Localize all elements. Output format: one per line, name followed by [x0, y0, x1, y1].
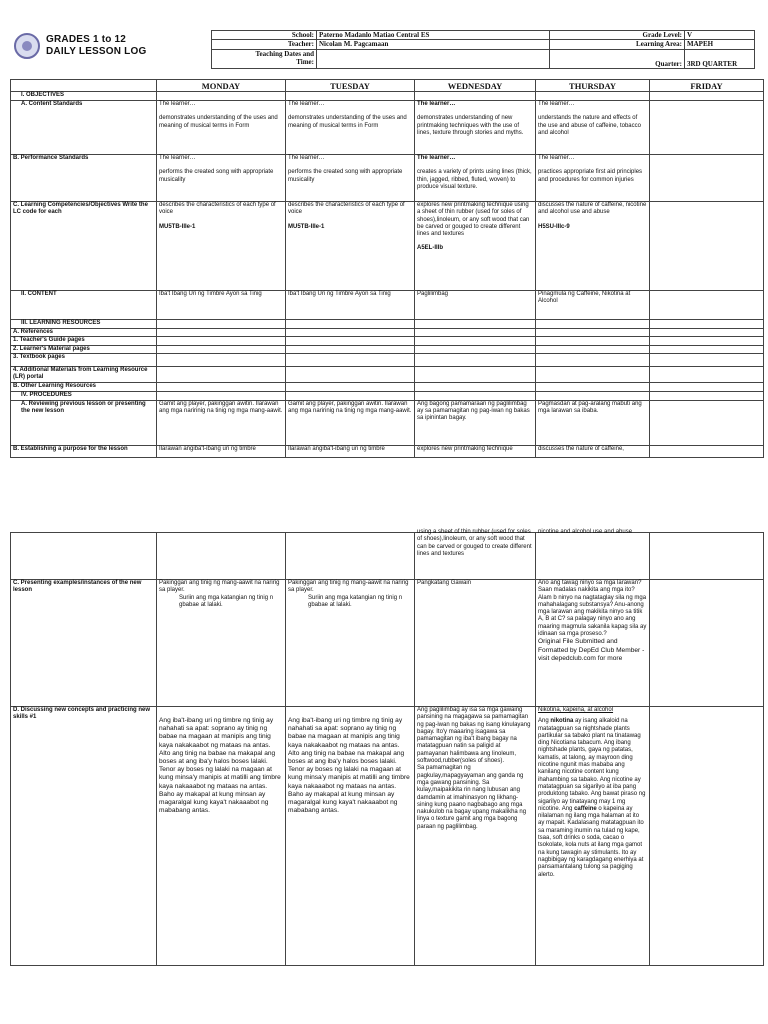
- present-tuesday-line1: Pakinggan ang tinig ng mang-aawit na naririg sa player.: [288, 580, 409, 594]
- label-references: A. References: [11, 329, 157, 337]
- header-info-table: [211, 30, 755, 69]
- purpose-thursday: discusses the nature of caffeine,: [536, 445, 650, 457]
- review-friday: [650, 400, 764, 445]
- discuss-thursday-d: Ang: [561, 805, 573, 812]
- cell: [157, 329, 286, 337]
- cs-learner: The learner…: [538, 101, 575, 107]
- label-presenting-examples: C. Presenting examples/instances of the new lesson: [11, 580, 157, 707]
- cell: [650, 533, 764, 580]
- cs-wednesday: [415, 101, 536, 155]
- section-learning-resources: III. LEARNING RESOURCES: [11, 320, 157, 329]
- discuss-thursday-caffeine: caffeine: [574, 805, 597, 812]
- ps-thursday: [536, 155, 650, 202]
- cell: [286, 320, 415, 329]
- cs-tuesday: [286, 101, 415, 155]
- ps-thursday-text: practices appropriate first aid principles and procedures for common injuries: [538, 169, 643, 183]
- cell: [286, 329, 415, 337]
- cell: [415, 329, 536, 337]
- cell: [536, 92, 650, 101]
- learning-area-value: MAPEH: [685, 40, 755, 50]
- cell: [415, 337, 536, 345]
- lc-monday: [157, 202, 286, 291]
- cell: [286, 533, 415, 580]
- discuss-wednesday-text-1: Ang paglilimbag ay isa sa mga gawaing pansining na magagawa sa pamamagitan ng pag-iwan ng bakas ng isang kinulayang bagay. Ito'y maaaring isagawa sa pamamagitan ng iba't ibang bagay na matatagpuan natin sa paligid at pamayanan halimbawa ang linoleum, softwood,rubber(soles of shoes).: [417, 707, 531, 765]
- lc-thursday-text: discusses the nature of caffeine, nicotine and alcohol use and abuse: [538, 202, 647, 216]
- lesson-log-table-page2: [10, 529, 764, 966]
- cell: [157, 353, 286, 366]
- corner-cell: [11, 80, 157, 92]
- discuss-friday: [650, 707, 764, 966]
- discuss-thursday-a: Ang: [538, 718, 549, 725]
- deped-seal-logo: [14, 33, 40, 59]
- label-reviewing-lesson: A. Reviewing previous lesson or presenting the new lesson: [11, 400, 157, 445]
- lc-thursday: [536, 202, 650, 291]
- ps-friday: [650, 155, 764, 202]
- cell: [11, 533, 157, 580]
- form-title-dll: DAILY LESSON LOG: [46, 46, 147, 57]
- cell: [415, 345, 536, 353]
- section-procedures: IV. PROCEDURES: [11, 391, 157, 400]
- lc-wednesday-text: explores new printmaking technique using a sheet of thin rubber (used for soles of shoes),linoleum, or any soft wood that can be carved or gouged to create different lines and textures: [417, 202, 530, 238]
- purpose-tuesday: Ilarawan angiba't-ibang uri ng timbre: [286, 445, 415, 457]
- cell: [286, 92, 415, 101]
- discuss-monday: [157, 707, 286, 966]
- cell: [650, 337, 764, 345]
- cell: [650, 382, 764, 391]
- ps-wednesday: [415, 155, 536, 202]
- content-thursday: Pinagmula ng Caffeine, Nikotina at Alcohol: [536, 291, 650, 320]
- cell: [157, 533, 286, 580]
- cell: [536, 382, 650, 391]
- present-monday-line2: Suriin ang mga katangian ng tinig n gbabae at lalaki.: [179, 594, 274, 608]
- teaching-dates-label-line2: Time:: [296, 58, 314, 66]
- lc-monday-code: MU5TB-IIIe-1: [159, 223, 196, 230]
- label-lr-portal: 4. Additional Materials from Learning Resource (LR) portal: [11, 366, 157, 382]
- review-tuesday: Gamit ang player, pakinggan awitin. Ilarawan ang mga naririnig na tinig ng mga mang-aawit.: [286, 400, 415, 445]
- cs-friday: [650, 101, 764, 155]
- purpose-thursday-continued-text: nicotine and alcohol use and abuse: [538, 529, 633, 535]
- discuss-monday-text: Ang iba't-ibang uri ng timbre ng tinig ay nahahati sa apat: soprano ay tinig ng babae na magaan at manipis ang tinig kaya nakakaabot ng mataas na antas. Alto ang tinig na babae na makapal ang boses at ang iba'y halos boses lalaki. Tenor ay boses ng lalaki na magaan at kung minsa'y manipis at matilli ang timbre kaya nakaaabot ng mataas na antas. Baho ay makapal at kung minsan ay magaralgal kung kaya't nakaaabot ng mababang antas.: [159, 717, 281, 815]
- label-other-resources: B. Other Learning Resources: [11, 382, 157, 391]
- cs-learner: The learner…: [288, 101, 325, 107]
- ps-monday: [157, 155, 286, 202]
- lc-wednesday: [415, 202, 536, 291]
- discuss-thursday: [536, 707, 650, 966]
- lesson-log-table-page1: [10, 79, 764, 458]
- present-monday: [157, 580, 286, 707]
- teaching-dates-label: [212, 50, 317, 69]
- teacher-value: Nicolan M. Pagcamaan: [317, 40, 550, 50]
- discuss-wednesday: [415, 707, 536, 966]
- ps-tuesday-text: performs the created song with appropriate musicality: [288, 169, 403, 183]
- cell: [415, 366, 536, 382]
- cs-tuesday-text: demonstrates understanding of the uses and meaning of musical terms in Form: [288, 115, 407, 129]
- day-header-friday: FRIDAY: [650, 80, 764, 92]
- present-thursday-note: Original File Submitted and Formatted by DepEd Club Member - visit depedclub.com for more: [538, 638, 645, 662]
- day-header-thursday: THURSDAY: [536, 80, 650, 92]
- cell: [650, 345, 764, 353]
- present-thursday-text: Ano ang tawag ninyo sa mga larawan? Saan madalas nakikita ang mga ito? Alam b ninyo na nagtataglay sila ng mga mahahalagang substansya? Anu-anong mga larawan ang makikita ninyo sa titik A, B at C? sa palagay ninyo ano ang maaring magmula sakanila kapag sila ay idinaan sa mga proseso.?: [538, 580, 647, 638]
- grade-level-label: Grade Level:: [550, 31, 685, 40]
- cell: [286, 382, 415, 391]
- lc-tuesday: [286, 202, 415, 291]
- cell: [157, 345, 286, 353]
- grade-level-value: V: [685, 31, 755, 40]
- cell: [536, 366, 650, 382]
- content-wednesday: Paglilimbag: [415, 291, 536, 320]
- purpose-wednesday: explores new printmaking technique: [415, 445, 536, 457]
- label-performance-standards: B. Performance Standards: [11, 155, 157, 202]
- label-establishing-purpose: B. Establishing a purpose for the lesson: [11, 445, 157, 457]
- purpose-wednesday-continued: [415, 529, 536, 580]
- cell: [650, 320, 764, 329]
- label-learners-material: 2. Learner's Material pages: [11, 345, 157, 353]
- label-content: II. CONTENT: [11, 291, 157, 320]
- label-teachers-guide: 1. Teacher's Guide pages: [11, 337, 157, 345]
- present-tuesday: [286, 580, 415, 707]
- discuss-thursday-caffeine-text: o kapeina ay nilalaman ng ilang mga halaman at ito ay mapait. Kadalasang matatagpuan ito sa maraming inumin na tulad ng kape, tsaa, soft drinks o soda, cacao o tsokolate, kola nuts at ilang mga gamot na kung tawagin ay stimulants. Ito ay nagbibigay ng karagdagang enerhiya at pansamantalang tulong sa pagiging alerto.: [538, 805, 644, 878]
- section-objectives: I. OBJECTIVES: [11, 92, 157, 101]
- cell: [650, 353, 764, 366]
- cell: [536, 391, 650, 400]
- lc-monday-text: describes the characteristics of each type of voice: [159, 202, 276, 216]
- day-header-monday: MONDAY: [157, 80, 286, 92]
- form-title: [46, 34, 146, 58]
- lc-thursday-code: H5SU-IIIc-9: [538, 223, 570, 230]
- cs-monday: [157, 101, 286, 155]
- cell: [536, 345, 650, 353]
- discuss-wednesday-text-2: Sa pamamagitan ng pagkulay,mapagyayaman ang ganda ng mga gawang pansining. Sa kulay,maipakikita rin nang lubusan ang damdamin at imahinasyon ng likhang-sining kung paano nagbabago ang mga nakukulob na bagay upang makalikha ng linya o texture gamit ang mga bagong paraan ng paglilimbag.: [417, 765, 527, 830]
- teaching-dates-label-line1: Teaching Dates and: [255, 50, 314, 58]
- present-tuesday-line2: Suriin ang mga katangian ng tinig n gbabae at lalaki.: [308, 594, 403, 608]
- cell: [415, 353, 536, 366]
- purpose-thursday-continued: [536, 529, 650, 580]
- review-wednesday: Ang bagong pamamaraan ng paglilimbag ay sa pamamagitan ng pag-iwan ng bakas sa ipinintan bagay.: [415, 400, 536, 445]
- ps-tuesday: [286, 155, 415, 202]
- cell: [286, 366, 415, 382]
- school-value: Paterno Madanlo Matiao Central ES: [317, 31, 550, 40]
- cell: [650, 366, 764, 382]
- discuss-tuesday-text: Ang iba't-ibang uri ng timbre ng tinig ay nahahati sa apat: soprano ay tinig ng babae na magaan at manipis ang tinig kaya nakakaabot ng mataas na antas. Alto ang tinig na babae na makapal ang boses at ang iba'y halos boses lalaki. Tenor ay boses ng lalaki na magaan at kung minsa'y manipis at matilli ang timbre kaya nakaaabot ng mataas na antas. Baho ay makapal at kung minsan ay magaralgal kung kaya't nakaaabot ng mababang antas.: [288, 717, 410, 815]
- lc-wednesday-code: A5EL-IIIb: [417, 245, 444, 252]
- lc-friday: [650, 202, 764, 291]
- lc-tuesday-text: describes the characteristics of each type of voice: [288, 202, 405, 216]
- learning-area-label: Learning Area:: [550, 40, 685, 50]
- cell: [536, 353, 650, 366]
- quarter-label: Quarter:: [550, 50, 685, 69]
- cell: [286, 345, 415, 353]
- review-thursday: Pagmasdan at pag-aralang mabuti ang mga larawan sa ibaba.: [536, 400, 650, 445]
- cell: [157, 366, 286, 382]
- cs-learner: The learner…: [417, 101, 456, 107]
- day-header-wednesday: WEDNESDAY: [415, 80, 536, 92]
- label-learning-competencies: C. Learning Competencies/Objectives Write the LC code for each: [11, 202, 157, 291]
- ps-learner: The learner…: [417, 155, 456, 161]
- lc-tuesday-code: MU5TB-IIIe-1: [288, 223, 325, 230]
- purpose-wednesday-continued-text: using a sheet of thin rubber (used for soles of shoes),linoleum, or any soft wood that can be carved or gouged to create different lines and textures: [417, 529, 532, 557]
- cell: [286, 353, 415, 366]
- cell: [536, 320, 650, 329]
- cell: [536, 337, 650, 345]
- cell: [157, 320, 286, 329]
- label-textbook-pages: 3. Textbook pages: [11, 353, 157, 366]
- cell: [157, 337, 286, 345]
- ps-learner: The learner…: [159, 155, 196, 161]
- cell: [157, 382, 286, 391]
- cell: [415, 391, 536, 400]
- discuss-thursday-nikotina-text: ay isang alkaloid na matatagpuan sa nightshade plants partikular sa tabako plant na tinatawag ding Nicotiana tabacum. Ang ibang nightshade plants, gaya ng patatas, kamatis, at talong, ay mayroon ding nicotine ngunit mas mababa ang kanilang nicotine content kung ihahambing sa tabako. Ang nicotine ay matatagpuan sa sigarilyo at iba pang produktong tabako. Ang bawat piraso ng sigarilyo ay tinatayang may 1 mg nicotine.: [538, 718, 646, 812]
- teacher-label: Teacher:: [212, 40, 317, 50]
- cell: [286, 337, 415, 345]
- discuss-thursday-heading: Nikotina, kapeina, at alcohol: [538, 707, 614, 713]
- present-monday-line1: Pakinggan ang tinig ng mang-aawit na naririg sa player.: [159, 580, 280, 594]
- cs-wednesday-text: demonstrates understanding of new printmaking techniques with the use of lines, texture through stories and myths.: [417, 115, 524, 136]
- cs-learner: The learner…: [159, 101, 196, 107]
- quarter-value: 3RD QUARTER: [685, 50, 755, 69]
- present-friday: [650, 580, 764, 707]
- day-header-tuesday: TUESDAY: [286, 80, 415, 92]
- ps-learner: The learner…: [288, 155, 325, 161]
- cell: [536, 329, 650, 337]
- discuss-tuesday: [286, 707, 415, 966]
- label-discussing-concepts: D. Discussing new concepts and practicing new skills #1: [11, 707, 157, 966]
- cell: [286, 391, 415, 400]
- purpose-monday: Ilarawan angiba't-ibang uri ng timbre: [157, 445, 286, 457]
- cs-thursday: [536, 101, 650, 155]
- ps-monday-text: performs the created song with appropriate musicality: [159, 169, 274, 183]
- label-content-standards: A. Content Standards: [11, 101, 157, 155]
- teaching-dates-value: [317, 50, 550, 69]
- cell: [650, 92, 764, 101]
- discuss-thursday-nikotina: nikotina: [550, 718, 574, 725]
- cell: [415, 92, 536, 101]
- cell: [157, 92, 286, 101]
- present-wednesday: Pangkatang Gawain: [415, 580, 536, 707]
- school-label: School:: [212, 31, 317, 40]
- form-title-grades: GRADES 1 to 12: [46, 34, 127, 45]
- ps-learner: The learner…: [538, 155, 575, 161]
- content-monday: Iba't Ibang Uri ng Timbre Ayon sa Tinig: [157, 291, 286, 320]
- content-tuesday: Iba't Ibang Uri ng Timbre Ayon sa Tinig: [286, 291, 415, 320]
- content-friday: [650, 291, 764, 320]
- review-monday: Gamit ang player, pakinggan awitin. Ilarawan ang mga naririnig na tinig ng mga mang-aawit.: [157, 400, 286, 445]
- present-thursday: [536, 580, 650, 707]
- cs-monday-text: demonstrates understanding of the uses and meaning of musical terms in Form: [159, 115, 278, 129]
- cell: [650, 329, 764, 337]
- cell: [415, 320, 536, 329]
- purpose-friday: [650, 445, 764, 457]
- cell: [157, 391, 286, 400]
- cell: [415, 382, 536, 391]
- cs-thursday-text: understands the nature and effects of the use and abuse of caffeine, tobacco and alcohol: [538, 115, 641, 136]
- cell: [650, 391, 764, 400]
- ps-wednesday-text: creates a variety of prints using lines (thick, thin, jagged, ribbed, fluted, woven) to produce visual texture.: [417, 169, 532, 190]
